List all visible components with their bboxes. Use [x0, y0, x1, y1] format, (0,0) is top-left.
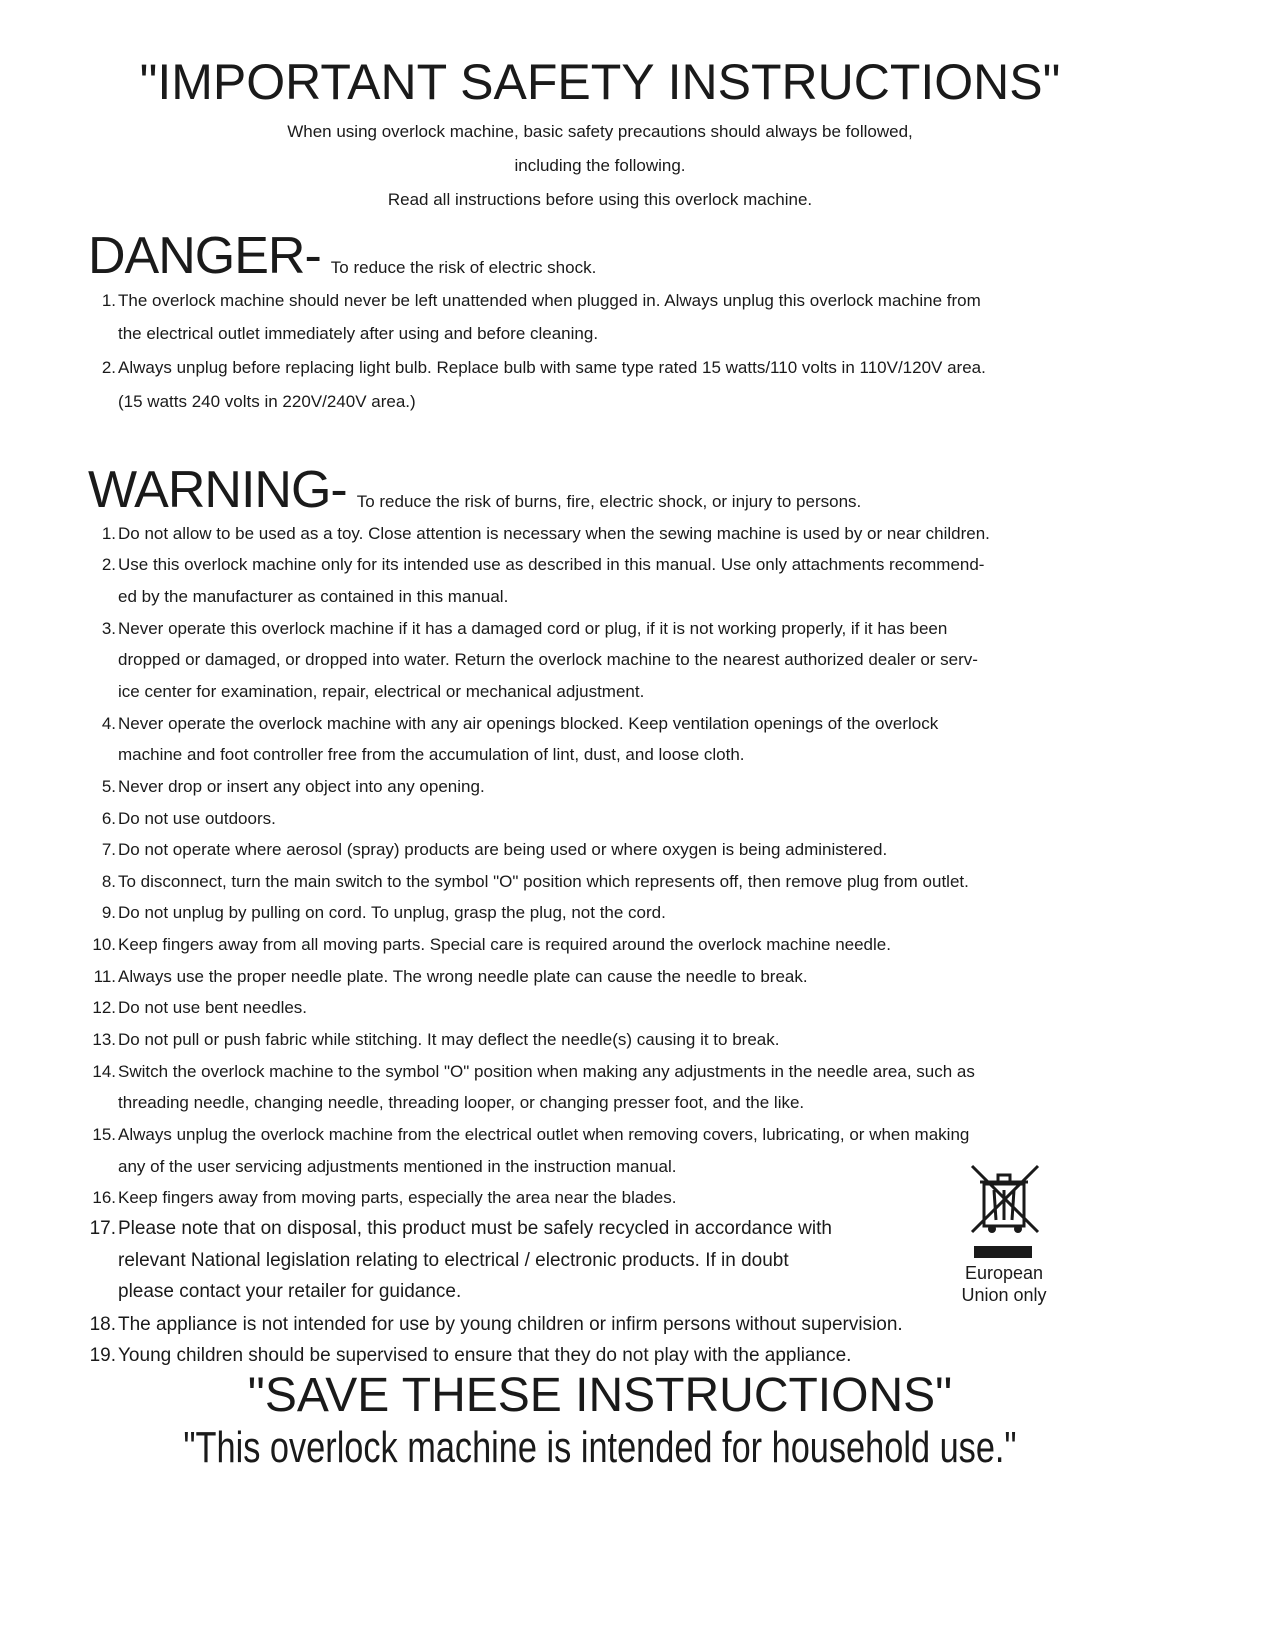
item-text: Never operate this overlock machine if it has a damaged cord or plug, if it is not working properly, if it has been: [118, 619, 948, 638]
danger-heading: [88, 228, 596, 284]
warning-heading: [88, 462, 861, 518]
weee-label-line-1: European: [964, 1263, 1044, 1283]
item-number: 15.: [92, 1125, 116, 1144]
item-text: Young children should be supervised to ensure that they do not play with the appliance.: [118, 1345, 852, 1366]
danger-title: DANGER-: [88, 227, 321, 285]
item-number: 1.: [101, 291, 116, 310]
item-number: 11.: [93, 967, 116, 986]
intro-line-2: including the following.: [514, 156, 686, 175]
warning-item-17-cont-1: relevant National legislation relating to electrical / electronic products. If in doubt: [118, 1250, 789, 1271]
item-number: 2.: [101, 555, 116, 574]
danger-subtitle: To reduce the risk of electric shock.: [330, 258, 597, 277]
item-number: 7.: [101, 840, 116, 859]
page-title: "IMPORTANT SAFETY INSTRUCTIONS": [139, 54, 1061, 110]
item-text: Do not operate where aerosol (spray) products are being used or where oxygen is being administered.: [118, 840, 888, 859]
warning-title: WARNING-: [88, 461, 347, 519]
item-text: The overlock machine should never be left unattended when plugged in. Always unplug this overlock machine from: [118, 291, 981, 310]
item-number: 6.: [101, 809, 116, 828]
item-number: 12.: [92, 998, 116, 1017]
intro-line-3: Read all instructions before using this overlock machine.: [387, 190, 813, 209]
item-number: 5.: [101, 777, 116, 796]
item-text: Never operate the overlock machine with any air openings blocked. Keep ventilation openings of the overlock: [118, 714, 939, 733]
item-number: 17.: [89, 1218, 116, 1239]
item-number: 9.: [101, 903, 116, 922]
warning-item-15-cont: any of the user servicing adjustments mentioned in the instruction manual.: [118, 1157, 677, 1176]
item-number: 8.: [101, 872, 116, 891]
item-text: Always unplug the overlock machine from the electrical outlet when removing covers, lubricating, or when making: [118, 1125, 970, 1144]
danger-item-2-cont: (15 watts 240 volts in 220V/240V area.): [118, 392, 416, 411]
warning-subtitle: To reduce the risk of burns, fire, electric shock, or injury to persons.: [356, 492, 862, 511]
household-use-note: "This overlock machine is intended for household use.": [183, 1423, 1017, 1472]
item-number: 18.: [89, 1314, 116, 1335]
save-instructions-title: "SAVE THESE INSTRUCTIONS": [247, 1369, 953, 1422]
weee-label: [944, 1262, 1064, 1306]
warning-item-2-cont: ed by the manufacturer as contained in this manual.: [118, 587, 509, 606]
item-text: Do not pull or push fabric while stitching. It may deflect the needle(s) causing it to break.: [118, 1030, 780, 1049]
item-text: Keep fingers away from all moving parts. Special care is required around the overlock machine needle.: [118, 935, 891, 954]
item-number: 16.: [92, 1188, 116, 1207]
intro-line-1: When using overlock machine, basic safety precautions should always be followed,: [287, 122, 913, 141]
danger-item-1-cont: the electrical outlet immediately after using and before cleaning.: [118, 324, 599, 343]
warning-item-17-cont-2: please contact your retailer for guidance.: [118, 1281, 462, 1302]
item-number: 2.: [101, 358, 116, 377]
item-number: 1.: [101, 524, 116, 543]
item-text: To disconnect, turn the main switch to the symbol "O" position which represents off, then remove plug from outlet.: [118, 872, 969, 891]
item-text: Never drop or insert any object into any opening.: [118, 777, 485, 796]
warning-item-14-cont: threading needle, changing needle, threading looper, or changing presser foot, and the like.: [118, 1093, 805, 1112]
item-text: Do not allow to be used as a toy. Close attention is necessary when the sewing machine is used by or near children.: [118, 524, 990, 543]
item-text: Use this overlock machine only for its intended use as described in this manual. Use only attachments recommend-: [118, 555, 985, 574]
item-text: Please note that on disposal, this product must be safely recycled in accordance with: [118, 1218, 832, 1239]
item-text: Do not use outdoors.: [118, 809, 276, 828]
item-number: 13.: [92, 1030, 116, 1049]
item-text: Switch the overlock machine to the symbol "O" position when making any adjustments in the needle area, such as: [118, 1062, 975, 1081]
item-number: 3.: [101, 619, 116, 638]
item-number: 4.: [101, 714, 116, 733]
warning-item-3-cont-1: dropped or damaged, or dropped into water. Return the overlock machine to the nearest authorized dealer or serv-: [118, 650, 978, 669]
item-text: Keep fingers away from moving parts, especially the area near the blades.: [118, 1188, 677, 1207]
item-number: 10.: [92, 935, 116, 954]
item-text: Do not use bent needles.: [118, 998, 308, 1017]
warning-item-4-cont: machine and foot controller free from the accumulation of lint, dust, and loose cloth.: [118, 745, 745, 764]
item-text: Always unplug before replacing light bulb. Replace bulb with same type rated 15 watts/110 volts in 110V/120V area.: [118, 358, 986, 377]
item-text: Do not unplug by pulling on cord. To unplug, grasp the plug, not the cord.: [118, 903, 666, 922]
warning-item-3-cont-2: ice center for examination, repair, electrical or mechanical adjustment.: [118, 682, 645, 701]
weee-label-line-2: Union only: [961, 1285, 1047, 1305]
item-number: 14.: [92, 1062, 116, 1081]
item-text: Always use the proper needle plate. The wrong needle plate can cause the needle to break.: [118, 967, 808, 986]
item-number: 19.: [89, 1345, 116, 1366]
item-text: The appliance is not intended for use by young children or infirm persons without supervision.: [118, 1314, 903, 1335]
crossed-bin-icon: [968, 1162, 1044, 1262]
